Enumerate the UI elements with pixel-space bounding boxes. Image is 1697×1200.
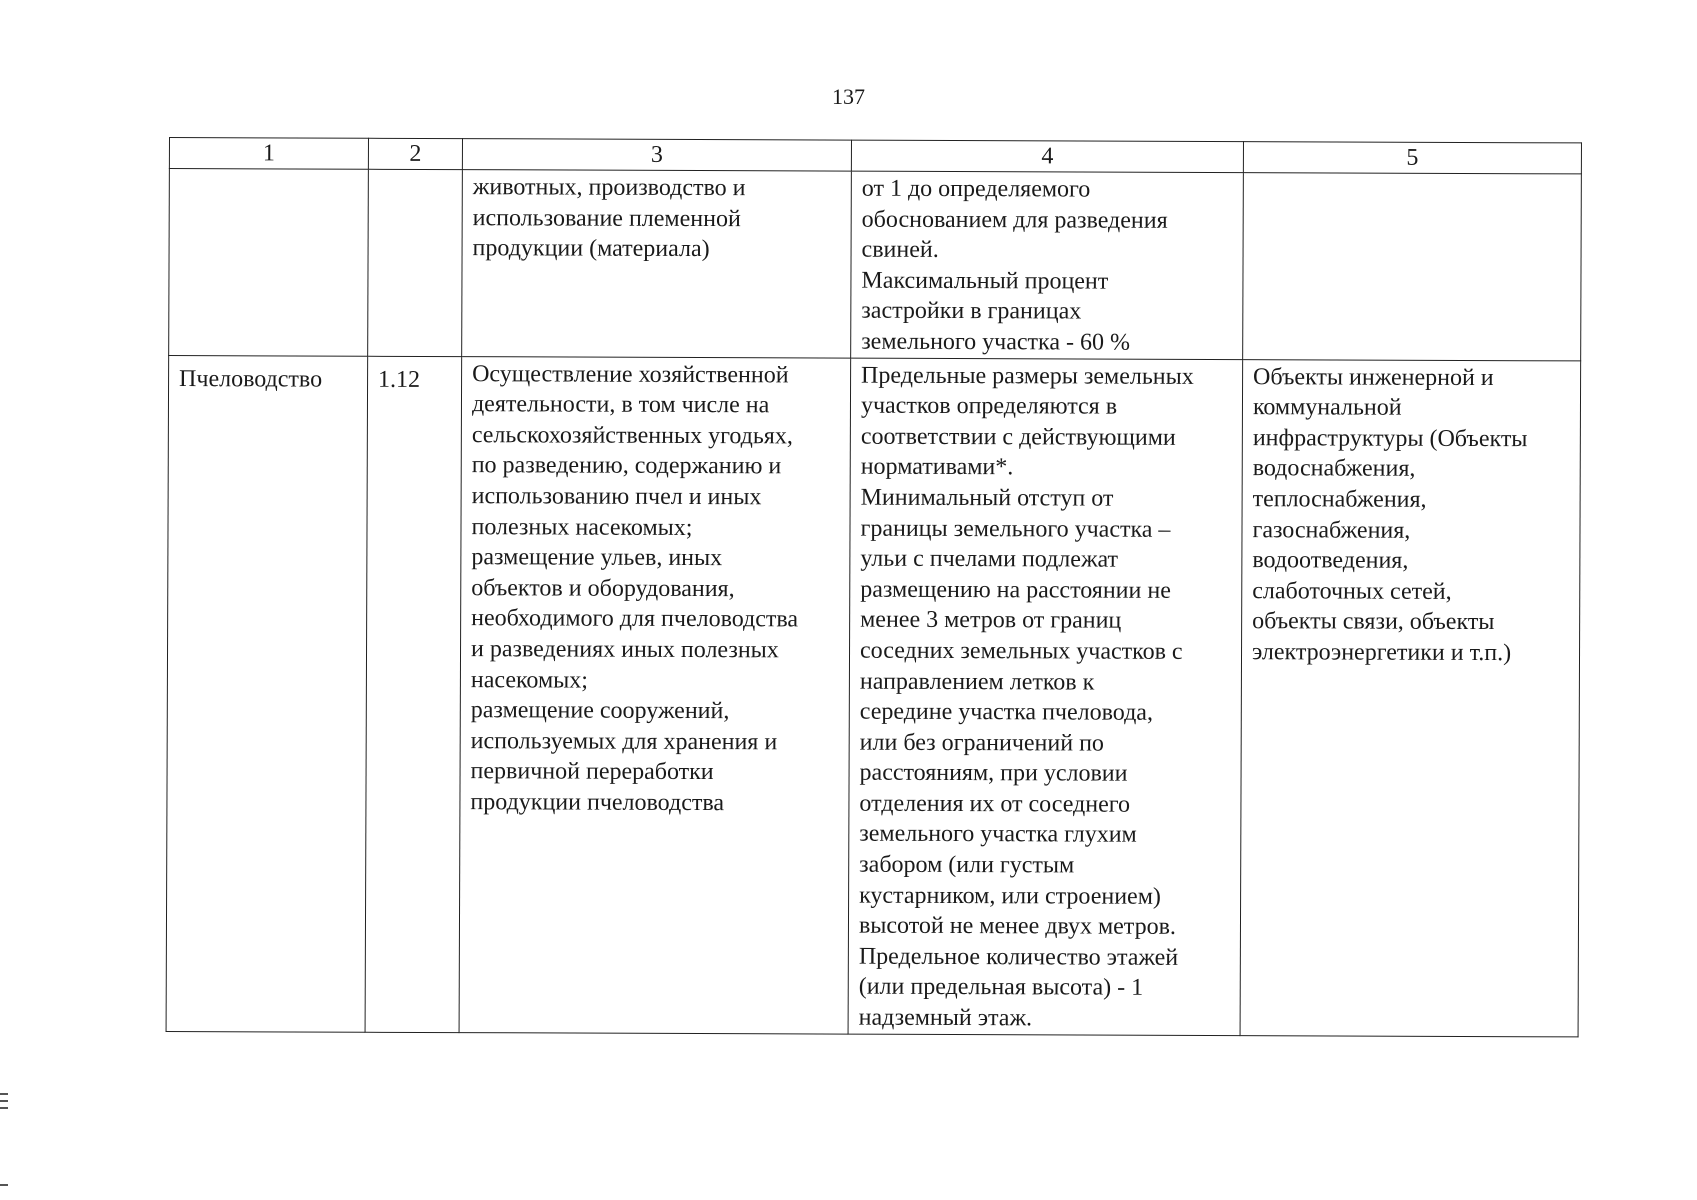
cell-text-line: объекты связи, объекты [1252,608,1495,636]
cell-text-line: ульи с пчелами подлежат [860,545,1119,573]
cell-text-line: свиней. [861,236,939,264]
cell-text-line: первичной переработки [470,758,714,786]
land-use-table [166,137,1582,1037]
cell-text-line: менее 3 метров от границ [860,606,1122,634]
header-col-2: 2 [368,138,462,169]
cell-use-code [365,356,462,1032]
cell-text-line: отделения их от соседнего [859,790,1131,818]
cell-text-line: размещению на расстоянии не [860,576,1171,604]
cell-text-line: 1.12 [378,366,421,393]
cell-use-description [462,170,852,358]
scan-margin-mark [0,1107,8,1109]
cell-use-description [459,356,851,1034]
cell-text-line: насекомых; [470,666,589,694]
cell-text-line: надземный этаж. [858,1004,1033,1032]
cell-text-line: Объекты инженерной и [1253,363,1494,391]
cell-text-line: середине участка пчеловода, [859,698,1154,726]
cell-text-line: (или предельная высота) - 1 [858,974,1144,1002]
cell-text-line: земельного участка глухим [859,821,1137,849]
cell-text-line: земельного участка - 60 % [861,328,1131,356]
cell-text-line: соответствии с действующими [860,423,1176,451]
scan-margin-mark [0,1100,8,1102]
table-row [169,169,1582,361]
cell-text-line: Предельное количество этажей [858,943,1179,971]
cell-text-line: Предельные размеры земельных [861,362,1194,390]
scan-margin-mark [0,1184,8,1186]
cell-text-line: границы земельного участка – [860,515,1171,543]
cell-text-line: необходимого для пчеловодства [471,605,799,633]
header-col-5: 5 [1243,142,1581,174]
cell-text-line: участков определяются в [860,392,1118,420]
cell-text-line: теплоснабжения, [1252,486,1427,513]
cell-text-line: Пчеловодство [179,365,323,393]
cell-use-name [169,169,369,356]
cell-text-line: нормативами*. [860,454,1014,481]
cell-text-line: расстояниям, при условии [859,759,1128,787]
cell-text-line: инфраструктуры (Объекты [1252,424,1528,452]
cell-text-line: высотой не менее двух метров. [858,912,1176,941]
cell-text-line: размещение ульев, иных [471,544,723,572]
cell-text-line: по разведению, содержанию и [471,452,782,480]
cell-text-line: направлением летков к [859,668,1095,696]
scan-margin-mark [0,1093,8,1095]
cell-text-line: кустарником, или строением) [859,882,1161,910]
cell-text-line: животных, производство и [472,174,746,202]
cell-use-name [166,355,368,1032]
cell-text-line: Максимальный процент [861,267,1109,295]
cell-text-line: водоснабжения, [1252,455,1416,483]
cell-text-line: и разведениях иных полезных [470,636,779,664]
cell-text-line: или без ограничений по [859,729,1104,757]
page-number: 137 [832,84,865,109]
table-row [166,355,1581,1036]
cell-text-line: полезных насекомых; [471,513,693,541]
cell-text-line: Осуществление хозяйственной [472,360,789,388]
cell-text-line: размещение сооружений, [470,697,730,725]
cell-text-line: продукции пчеловодства [470,789,725,817]
cell-text-line: используемых для хранения и [470,727,778,756]
cell-text-line: объектов и оборудования, [471,574,735,602]
cell-auxiliary-uses [1243,173,1582,361]
cell-auxiliary-uses [1240,359,1581,1036]
header-col-1: 1 [169,138,368,170]
cell-text-line: коммунальной [1252,394,1402,421]
cell-text-line: использованию пчел и иных [471,483,762,511]
cell-use-code [368,169,463,356]
cell-text-line: Минимальный отступ от [860,484,1114,512]
cell-text-line: электроэнергетики и т.п.) [1251,639,1512,667]
cell-text-line: забором (или густым [859,851,1075,879]
cell-text-line: слаботочных сетей, [1252,577,1452,605]
cell-text-line: застройки в границах [861,298,1082,325]
cell-text-line: газоснабжения, [1252,516,1411,544]
header-col-3: 3 [462,139,851,171]
cell-text-line: соседних земельных участков с [859,637,1183,665]
cell-text-line: сельскохозяйственных угодьях, [471,421,793,450]
cell-text-line: использование племенной [472,204,741,232]
cell-text-line: деятельности, в том числе на [471,391,770,419]
cell-text-line: продукции (материала) [472,235,710,263]
header-col-4: 4 [851,140,1243,173]
cell-parameters [851,171,1244,359]
cell-text-line: обоснованием для разведения [861,206,1168,234]
cell-parameters [848,358,1243,1036]
cell-text-line: водоотведения, [1252,547,1409,574]
cell-text-line: от 1 до определяемого [861,175,1091,203]
